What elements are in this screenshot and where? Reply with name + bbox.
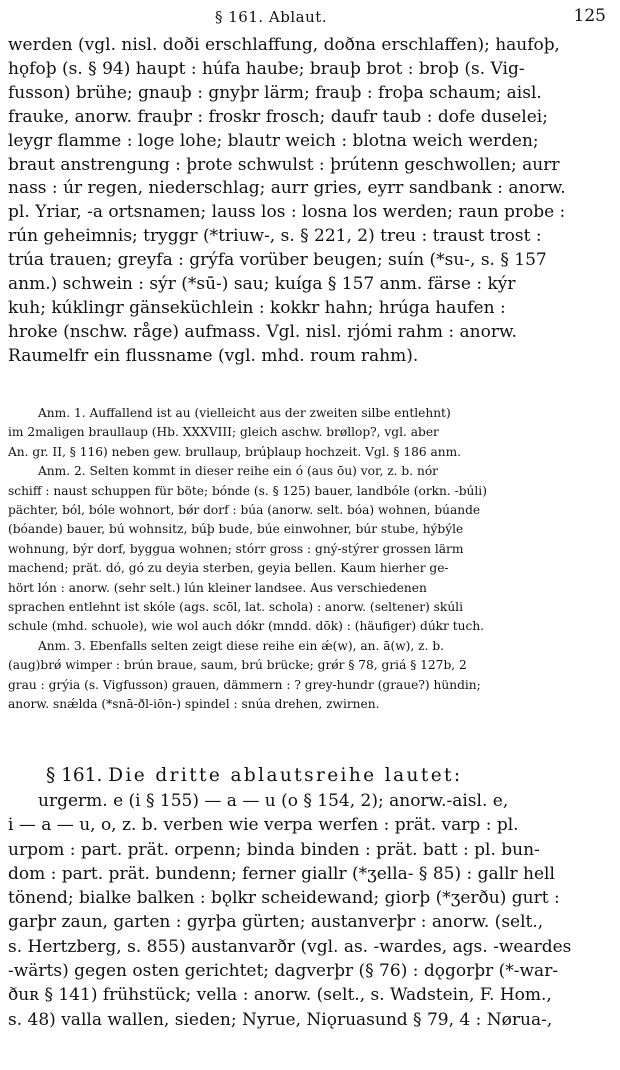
text-line: pl. Yriar, -a ortsnamen; lauss los : losna los werden; raun probe : [8, 202, 566, 223]
text-line: leygr flamme : loge lohe; blautr weich : blotna weich werden; [8, 130, 539, 151]
note-line: pächter, ból, bóle wohnort, bǿr dorf : búa (anorw. selt. bóa) wohnen, búande [8, 503, 481, 518]
text-line: i — a — u, o, z. b. verben wie verpa werfen : prät. varp : pl. [8, 815, 519, 836]
note-first-line [8, 404, 600, 423]
note-line: grau : grýia (s. Vigfusson) grauen, dämmern : ? grey-hundr (graue?) hündin; [8, 677, 481, 692]
note-first-line [8, 637, 600, 656]
note-text: Ebenfalls selten zeigt diese reihe ein ǽ(w), an. ā(w), z. b. [89, 638, 445, 653]
note-line: schiff : naust schuppen für böte; bónde (s. § 125) bauer, landbóle (orkn. -búli) [8, 483, 487, 498]
text-line: fusson) brühe; gnauþ : gnyþr lärm; frauþ : froþa schaum; aisl. [8, 82, 542, 103]
note-text: Auffallend ist au (vielleicht aus der zweiten silbe entlehnt) [89, 406, 451, 420]
text-line: garþr zaun, garten : gyrþa gürten; austanverþr : anorw. (selt., [8, 912, 544, 933]
text-line: Raumelfr ein flussname (vgl. mhd. roum rahm). [8, 345, 419, 366]
page-number: 125 [573, 6, 606, 26]
text-line: frauke, anorw. frauþr : froskr frosch; daufr taub : dofe duselei; [8, 106, 548, 127]
section-title: Die dritte ablautsreihe lautet: [108, 765, 463, 786]
text-line: nass : úr regen, niederschlag; aurr gries, eyrr sandbank : anorw. [8, 178, 566, 199]
note-line: hört lón : anorw. (sehr selt.) lún kleiner landsee. Aus verschiedenen [8, 580, 427, 595]
section-heading [8, 763, 608, 789]
note-line: (aug)brǿ wimper : brún braue, saum, brú brücke; grǿr § 78, griá § 127b, 2 [8, 658, 467, 673]
text-line: urgerm. e (i § 155) — a — u (o § 154, 2); anorw.-aisl. e, [38, 791, 509, 811]
text-line: trúa trauen; greyfa : grýfa vorüber beugen; suín (*su-, s. § 157 [8, 250, 547, 271]
note-line: anorw. snǽlda (*snā-ðl-iōn-) spindel : snúa drehen, zwirnen. [8, 697, 380, 712]
text-line: tönend; bialke balken : bǫlkr scheidewand; giorþ (*ʒerðu) gurt : [8, 888, 560, 909]
note-label: Anm. 2. [38, 464, 86, 479]
note-label: Anm. 1. [38, 406, 86, 420]
note-label: Anm. 3. [38, 638, 86, 653]
note-line: (bóande) bauer, bú wohnsitz, búþ bude, búe einwohner, búr stube, hýbýle [8, 522, 464, 537]
text-line: s. 48) valla wallen, sieden; Nyrue, Niǫruasund § 79, 4 : Nørua-, [8, 1009, 553, 1030]
text-line: dom : part. prät. bundenn; ferner giallr (*ʒella- § 85) : gallr hell [8, 863, 555, 884]
text-line: -wärts) gegen osten gerichtet; dagverþr (§ 76) : dǫgorþr (*-war- [8, 961, 559, 982]
running-head-section: § 161. Ablaut. [215, 8, 328, 26]
text-line: anm.) schwein : sýr (*sū-) sau; kuíga § 157 anm. färse : kýr [8, 274, 516, 295]
section-number: § 161. [46, 765, 103, 786]
text-line: rún geheimnis; tryggr (*triuw-, s. § 221, 2) treu : traust trost : [8, 226, 542, 247]
text-line: s. Hertzberg, s. 855) austanvarðr (vgl. as. -wardes, ags. -weardes [8, 936, 572, 957]
text-line: braut anstrengung : þrote schwulst : þrútenn geschwollen; aurr [8, 154, 560, 175]
text-line: kuh; kúklingr gänseküchlein : kokkr hahn; hrúga haufen : [8, 297, 506, 318]
text-line: hǫfoþ (s. § 94) haupt : húfa haube; brauþ brot : broþ (s. Vig- [8, 58, 525, 79]
section-161 [8, 763, 608, 1032]
note-line: sprachen entlehnt ist skóle (ags. scōl, lat. schola) : anorw. (seltener) skúli [8, 600, 463, 615]
text-line: ðuʀ § 141) frühstück; vella : anorw. (selt., s. Wadstein, F. Hom., [8, 985, 552, 1006]
note-text: Selten kommt in dieser reihe ein ó (aus ōu) vor, z. b. nór [89, 464, 438, 479]
note-line: im 2maligen braullaup (Hb. XXXVIII; gleich aschw. brøllop?, vgl. aber [8, 425, 439, 440]
annotations-block [8, 404, 600, 715]
note-line: machend; prät. dó, gó zu deyia sterben, geyia bellen. Kaum hierher ge- [8, 561, 449, 576]
note-line: An. gr. II, § 116) neben gew. brullaup, brúþlaup hochzeit. Vgl. § 186 anm. [8, 444, 462, 459]
running-head [0, 6, 620, 30]
note-line: schule (mhd. schuole), wie wol auch dókr (mndd. dōk) : (häufiger) dúkr tuch. [8, 619, 485, 634]
text-line: werden (vgl. nisl. doði erschlaffung, doðna erschlaffen); haufoþ, [8, 35, 560, 55]
text-line: urpom : part. prät. orpenn; binda binden : prät. batt : pl. bun- [8, 839, 540, 860]
note-first-line [8, 462, 600, 481]
main-paragraph [8, 34, 600, 369]
note-line: wohnung, býr dorf, byggua wohnen; stórr gross : gný-stýrer grossen lärm [8, 541, 464, 556]
text-line: hroke (nschw. råge) aufmass. Vgl. nisl. rjómi rahm : anorw. [8, 321, 517, 342]
